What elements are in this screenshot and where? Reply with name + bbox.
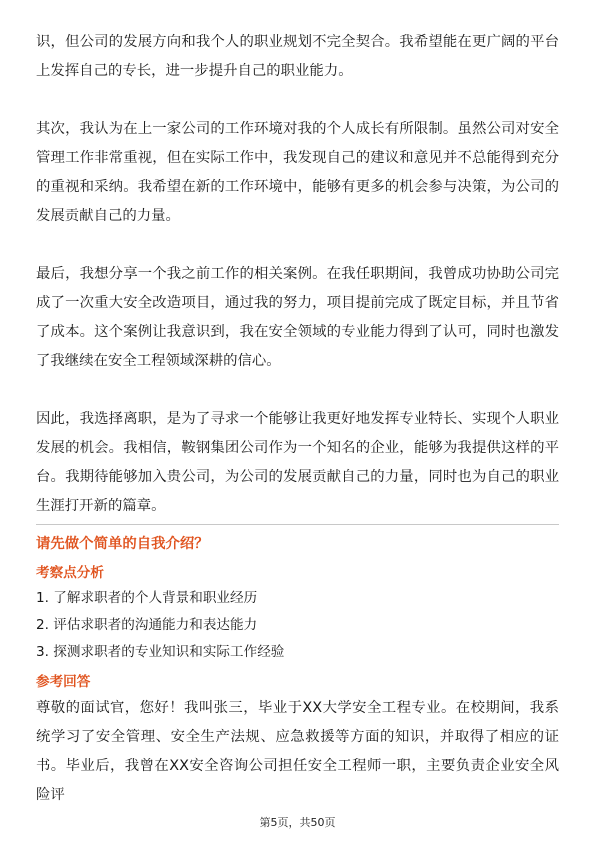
analysis-heading: 考察点分析 xyxy=(36,565,104,581)
page-number: 第5页，共50页 xyxy=(259,816,336,829)
paragraph-gap xyxy=(36,231,559,260)
paragraph-continuation: 识，但公司的发展方向和我个人的职业规划不完全契合。我希望能在更广阔的平台上发挥自己的专长，进一步提升自己的职业能力。 xyxy=(36,34,559,79)
document-page xyxy=(36,28,559,810)
paragraph-gap xyxy=(36,86,559,115)
paragraph-second-reason: 其次，我认为在上一家公司的工作环境对我的个人成长有所限制。虽然公司对安全管理工作非常重视，但在实际工作中，我发现自己的建议和意见并不总能得到充分的重视和采纳。我希望在新的工作环境中，能够有更多的机会参与决策，为公司的发展贡献自己的力量。 xyxy=(36,121,559,224)
question-title: 请先做个简单的自我介绍？ xyxy=(36,536,209,552)
answer-text: 尊敬的面试官，您好！我叫张三，毕业于XX大学安全工程专业。在校期间，我系统学习了安全管理、安全生产法规、应急救援等方面的知识，并取得了相应的证书。毕业后，我曾在XX安全咨询公司担任安全工程师一职，主要负责企业安全风险评 xyxy=(36,700,559,803)
answer-heading: 参考回答 xyxy=(36,674,91,690)
paragraph-conclusion: 因此，我选择离职，是为了寻求一个能够让我更好地发挥专业特长、实现个人职业发展的机会。我相信，鞍钢集团公司作为一个知名的企业，能够为我提供这样的平台。我期待能够加入贵公司，为公司的发展贡献自己的力量，同时也为自己的职业生涯打开新的篇章。 xyxy=(36,411,559,514)
section-divider xyxy=(36,524,559,525)
paragraph-gap xyxy=(36,376,559,405)
analysis-point: 3. 探测求职者的专业知识和实际工作经验 xyxy=(36,644,285,660)
analysis-point: 1. 了解求职者的个人背景和职业经历 xyxy=(36,590,258,606)
analysis-point: 2. 评估求职者的沟通能力和表达能力 xyxy=(36,617,258,633)
paragraph-case-study: 最后，我想分享一个我之前工作的相关案例。在我任职期间，我曾成功协助公司完成了一次重大安全改造项目，通过我的努力，项目提前完成了既定目标，并且节省了成本。这个案例让我意识到，我在安全领域的专业能力得到了认可，同时也激发了我继续在安全工程领域深耕的信心。 xyxy=(36,266,559,369)
